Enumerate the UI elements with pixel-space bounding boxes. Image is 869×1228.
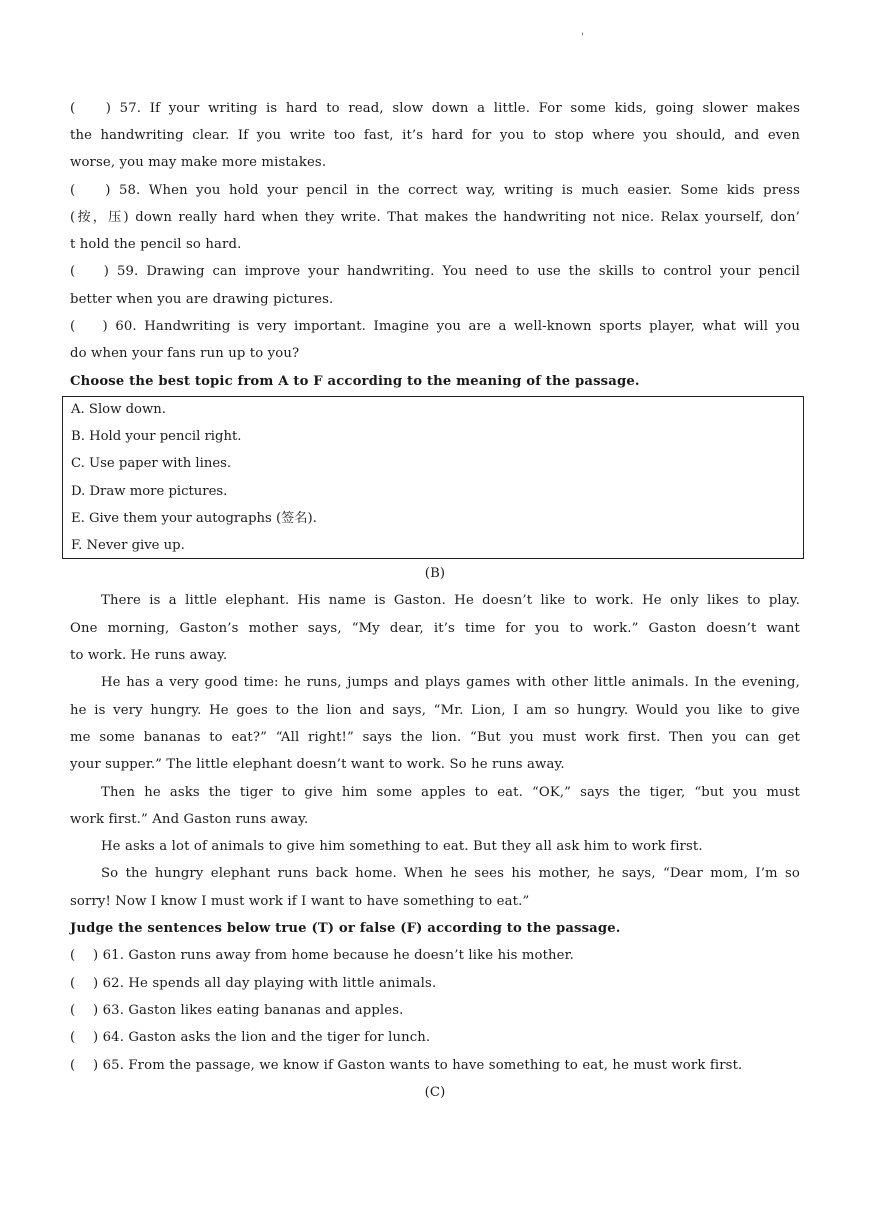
passage-line-1: There is a little elephant. His name is Gaston. He doesn’t like to work. He only likes to play. [101, 593, 800, 608]
options-box [62, 396, 804, 559]
q57-line-1: ( ) 57. If your writing is hard to read, slow down a little. For some kids, going slower makes [70, 101, 800, 116]
q60-line-2: do when your fans run up to you? [70, 346, 300, 361]
statement-65: ( ) 65. From the passage, we know if Gaston wants to have something to eat, he must work first. [70, 1058, 743, 1073]
q58-line-1: ( ) 58. When you hold your pencil in the correct way, writing is much easier. Some kids press [70, 183, 800, 198]
q60-line-1: ( ) 60. Handwriting is very important. Imagine you are a well-known sports player, what will you [70, 319, 800, 334]
statement-61: ( ) 61. Gaston runs away from home because he doesn’t like his mother. [70, 948, 574, 963]
q57-line-2: the handwriting clear. If you write too fast, it’s hard for you to stop where you should, and even [70, 128, 800, 143]
passage-line-3: to work. He runs away. [70, 648, 228, 663]
option-a: A. Slow down. [71, 402, 166, 417]
q58-line-2: (按，压) down really hard when they write. That makes the handwriting not nice. Relax yourself, don’ [70, 210, 800, 225]
passage-line-11: So the hungry elephant runs back home. When he sees his mother, he says, “Dear mom, I’m so [101, 866, 800, 881]
option-c: C. Use paper with lines. [71, 456, 232, 471]
part-b-heading: (B) [424, 566, 446, 581]
part-b-instruction: Judge the sentences below true (T) or false (F) according to the passage. [70, 921, 621, 936]
option-b: B. Hold your pencil right. [71, 429, 242, 444]
option-f: F. Never give up. [71, 538, 185, 553]
passage-line-6: me some bananas to eat?” “All right!” says the lion. “But you must work first. Then you can get [70, 730, 800, 745]
passage-line-7: your supper.” The little elephant doesn’t want to work. So he runs away. [70, 757, 565, 772]
option-d: D. Draw more pictures. [71, 484, 228, 499]
q59-line-2: better when you are drawing pictures. [70, 292, 334, 307]
passage-line-8: Then he asks the tiger to give him some apples to eat. “OK,” says the tiger, “but you must [101, 785, 800, 800]
q57-line-3: worse, you may make more mistakes. [70, 155, 327, 170]
passage-line-5: he is very hungry. He goes to the lion and says, “Mr. Lion, I am so hungry. Would you like to give [70, 703, 800, 718]
statement-62: ( ) 62. He spends all day playing with little animals. [70, 976, 437, 991]
passage-line-9: work first.” And Gaston runs away. [70, 812, 309, 827]
passage-line-4: He has a very good time: he runs, jumps and plays games with other little animals. In the evening, [101, 675, 800, 690]
q58-line-3: t hold the pencil so hard. [70, 237, 242, 252]
passage-line-12: sorry! Now I know I must work if I want to have something to eat.” [70, 894, 530, 909]
statement-63: ( ) 63. Gaston likes eating bananas and apples. [70, 1003, 404, 1018]
passage-line-2: One morning, Gaston’s mother says, “My dear, it’s time for you to work.” Gaston doesn’t want [70, 621, 800, 636]
passage-line-10: He asks a lot of animals to give him something to eat. But they all ask him to work first. [101, 839, 703, 854]
q59-line-1: ( ) 59. Drawing can improve your handwriting. You need to use the skills to control your pencil [70, 264, 800, 279]
part-c-heading: (C) [424, 1085, 446, 1100]
option-e: E. Give them your autographs (签名). [71, 511, 317, 526]
statement-64: ( ) 64. Gaston asks the lion and the tiger for lunch. [70, 1030, 431, 1045]
header-mark: ' [581, 32, 584, 43]
part-a-instruction: Choose the best topic from A to F according to the meaning of the passage. [70, 374, 640, 389]
